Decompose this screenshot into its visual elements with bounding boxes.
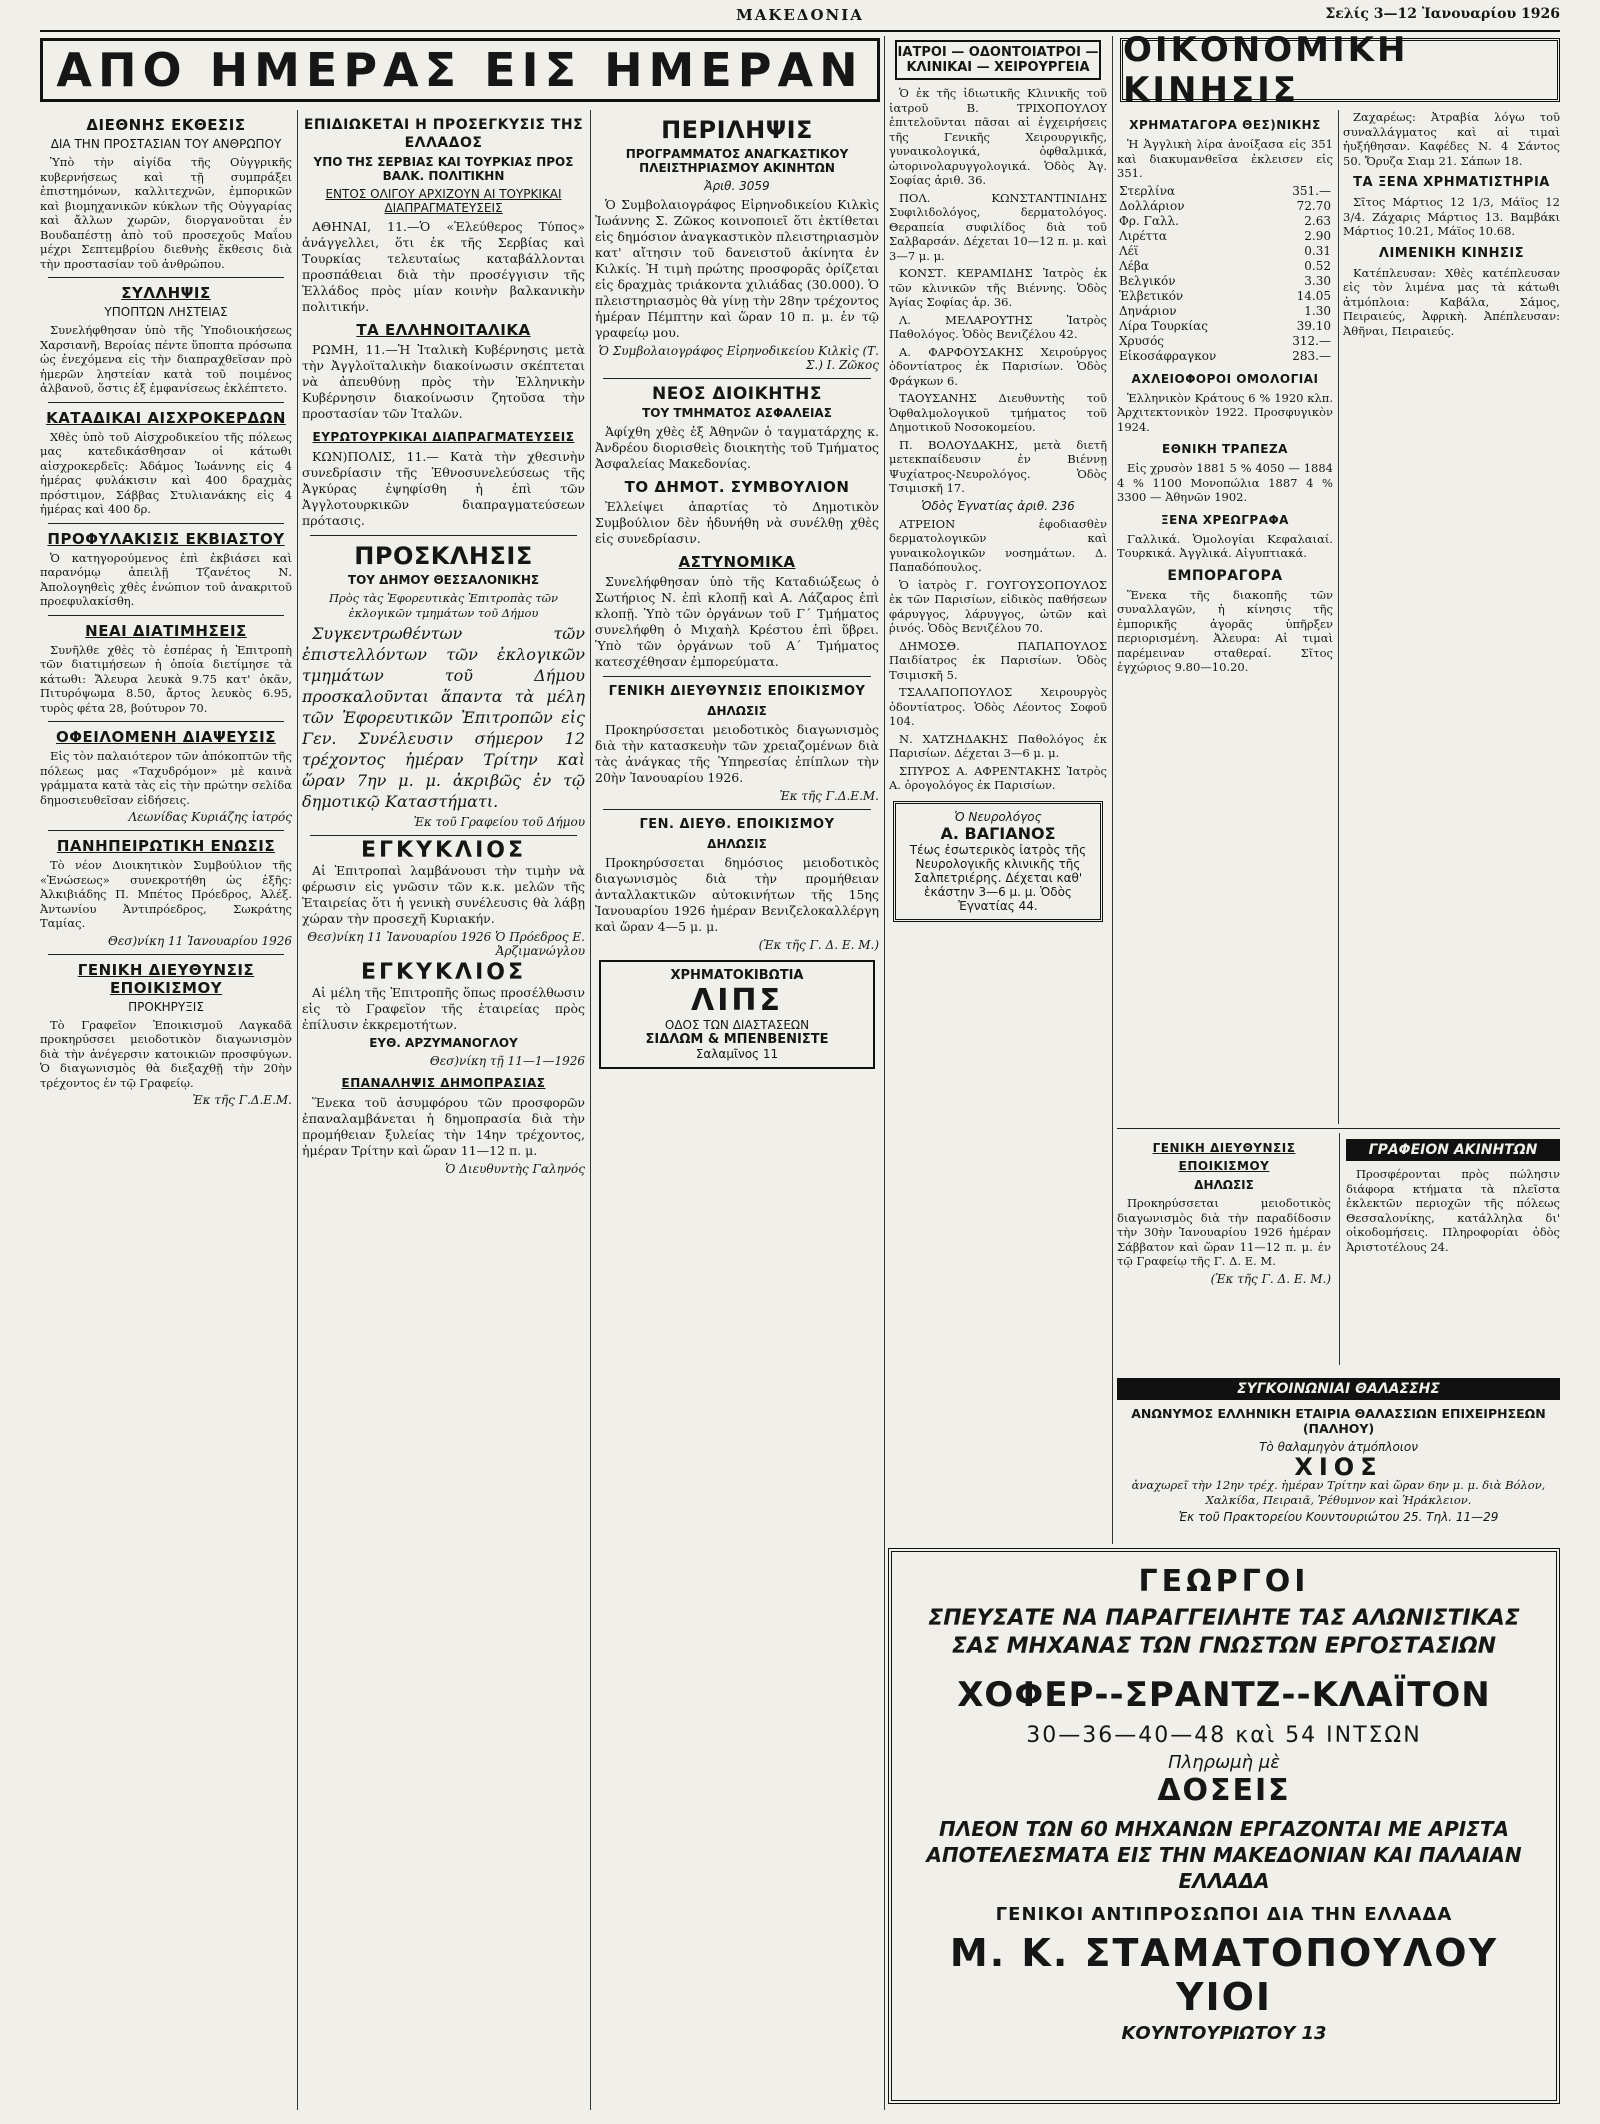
rate-value: 2.63 [1304,213,1331,228]
divider [603,378,871,379]
divider [310,835,577,836]
rate-value: 351.— [1292,183,1331,198]
rate-currency: Λίρα Τουρκίας [1119,318,1208,333]
signature: (Ἐκ τῆς Γ. Δ. Ε. Μ.) [758,938,879,952]
article-body: Συγκεντρωθέντων τῶν ἐπιστελλόντων τῶν ἐκλογικῶν τμημάτων τοῦ Δήμου προσκαλοῦνται ἅπαντα τὰ μέλη τῶν Ἐφορευτικῶν Ἐπιτροπῶν εἰς Γεν. Συνέλευσιν σήμερον 12 τρέχοντος ἡμέραν Τρίτην καὶ ὥραν 7ην μ. μ. ἀκριβῶς ἐν τῷ δημοτικῷ Καταστήματι. [302,624,585,811]
ad-claim: ΠΛΕΟΝ ΤΩΝ 60 ΜΗΧΑΝΩΝ ΕΡΓΑΖΟΝΤΑΙ ΜΕ ΑΡΙΣΤΑ ΑΠΟΤΕΛΕΣΜΑΤΑ ΕΙΣ ΤΗΝ ΜΑΚΕΔΟΝΙΑΝ ΚΑΙ ΠΑΛΑΙΑΝ ΕΛΛΑΔΑ [926,1817,1522,1893]
divider [310,535,577,536]
headline: ΓΕΝΙΚΗ ΔΙΕΥΘΥΝΣΙΣ ΕΠΟΙΚΙΣΜΟΥ [77,960,255,997]
rate-currency: Λιρέττα [1119,228,1168,243]
doctor-listing: Π. ΒΟΛΟΥΔΑΚΗΣ, μετὰ διετῆ μετεκπαίδευσιν ἐν Βιέννῃ Ψυχίατρος-Νευρολόγος. Ὁδὸς Τσιμισκῆ 17. [889,437,1107,495]
rate-row [1117,289,1333,304]
doctor-listing: Λ. ΜΕΛΑΡΟΥΤΗΣ Ἰατρὸς Παθολόγος. Ὁδὸς Βενιζέλου 42. [889,312,1107,341]
doctor-address: Ὁδὸς Ἐγνατίας ἀριθ. 236 [921,498,1075,513]
headline: ΕΓΚΥΚΛΙΟΣ [360,960,526,985]
economy-right [1343,110,1560,1124]
ad-payment: ΔΟΣΕΙΣ [1157,1773,1291,1808]
rate-currency: Δολλάριον [1119,198,1185,213]
article-body: Ἑλληνικὸν Κράτους 6 % 1920 κλπ. Ἀρχιτεκτονικὸν 1922. Προσφυγικὸν 1924. [1117,390,1333,434]
signature: Ὁ Διευθυντὴς Γαληνός [445,1162,585,1176]
rate-row [1117,349,1333,364]
article-body: ΡΩΜΗ, 11.—Ἡ Ἰταλικὴ Κυβέρνησις μετὰ τὴν Ἀγγλοϊταλικὴν διακοίνωσιν σκέπτεται νὰ ἀπευθύνῃ πρὸς τὴν Ἑλληνικὴν Κυβέρνησιν διακοίνωσιν ζητοῦσα τὴν προστασίαν τῶν Ἰταλῶν. [302,342,585,421]
article-body: Ὁ κατηγορούμενος ἐπὶ ἐκβιάσει καὶ παρανόμῳ ἀπειλῇ Τζανέτος Ν. Ἀπολογηθεὶς χθὲς ἐνώπιον τοῦ ἀνακριτοῦ προεφυλακίσθη. [40,550,292,608]
exchange-rates-table [1117,184,1333,364]
article-body: Αἱ Ἐπιτροπαὶ λαμβάνουσι τὴν τιμὴν νὰ φέρωσιν εἰς γνῶσιν τῶν κ.κ. μελῶν τῆς Ἑταιρείας ὅτι ἡ γενικὴ συνέλευσις θὰ λάβῃ χώραν τὴν προσεχῆ Κυριακήν. [302,863,585,926]
ad-address: Σαλαμῖνος 11 [695,1047,779,1061]
headline: ΔΙΕΘΝΗΣ ΕΚΘΕΣΙΣ [86,116,246,134]
column-divider [1338,110,1339,1124]
signature: Θεσ)νίκη τῇ 11—1—1926 [429,1054,585,1068]
rate-row [1117,199,1333,214]
ad-subheadline: ΣΠΕΥΣΑΤΕ ΝΑ ΠΑΡΑΓΓΕΙΛΗΤΕ ΤΑΣ ΑΛΩΝΙΣΤΙΚΑΣ ΣΑΣ ΜΗΧΑΝΑΣ ΤΩΝ ΓΝΩΣΤΩΝ ΕΡΓΟΣΤΑΣΙΩΝ [928,1606,1520,1659]
article-body: Ὁ Συμβολαιογράφος Εἰρηνοδικείου Κιλκὶς Ἰωάννης Σ. Ζῶκος κοινοποιεῖ ὅτι ἐκτίθεται εἰς δημόσιον ἀναγκαστικὸν πλειστηριασμὸν κατ' αἴτησιν τοῦ δανειστοῦ ἀκίνητα ἐν Κιλκίς. Ἡ τιμὴ πρώτης προσφορᾶς ὁρίζεται εἰς δραχμὰς τριάκοντα χιλιάδας (30.000). Ὁ πλειστηριασμὸς θὰ γίνῃ τὴν 28ην τρέχοντος ἡμέραν Πέμπτην καὶ ὥραν 10 π. μ. ἐν τῷ γραφείῳ μου. [595,197,879,340]
column-3 [595,110,879,2110]
ad-agents-label: ΓΕΝΙΚΟΙ ΑΝΤΙΠΡΟΣΩΠΟΙ ΔΙΑ ΤΗΝ ΕΛΛΑΔΑ [995,1904,1453,1925]
economy-title: ΟΙΚΟΝΟΜΙΚΗ ΚΙΝΗΣΙΣ [1120,38,1560,102]
rate-row [1117,259,1333,274]
doctor-listing: Α. ΦΑΡΦΟΥΣΑΚΗΣ Χειρούργος ὀδοντίατρος ἐκ Παρισίων. Ὁδὸς Φράγκων 6. [889,344,1107,388]
ad-line: ΟΔΟΣ ΤΩΝ ΔΙΑΣΤΑΣΕΩΝ [664,1018,810,1032]
column-4-doctors [889,36,1107,1540]
article-body: Συνελήφθησαν ὑπὸ τῆς Ὑποδιοικήσεως Χαρσιανῆ, Βεροίας πέντε ὕποπτα πρόσωπα ὡς ἐνεχόμενα εἰς τὴν διαπραχθεῖσαν πρὸ ἡμερῶν ληστείαν κατὰ τοῦ ποιμένος ἀλβανοῦ, ὅστις ἐξ ἐμφανίσεως ἐκλέπτετο. [40,323,292,395]
divider [603,676,871,677]
shipping-company: ΑΝΩΝΥΜΟΣ ΕΛΛΗΝΙΚΗ ΕΤΑΙΡΙΑ ΘΑΛΑΣΣΙΩΝ ΕΠΙΧΕΙΡΗΣΕΩΝ (ΠΑΛΗΟΥ) [1131,1406,1546,1436]
headline: ΕΠΙΔΙΩΚΕΤΑΙ Η ΠΡΟΣΕΓΚΥΣΙΣ ΤΗΣ ΕΛΛΑΔΟΣ [303,117,584,151]
signature: Λεωνίδας Κυριάζης ἰατρός [128,810,292,824]
article-body: Τὸ νέον Διοικητικὸν Συμβούλιον τῆς «Ἑνώσεως» συνεκροτήθη ὡς ἑξῆς: Ἀλκιβιάδης Π. Μπέτος Πρόεδρος, Ἀλέξ. Ἀντωνίου Ἀντιπρόεδρος, Σωκράτης Ταμίας. [40,858,292,930]
article-body: ΚΩΝ)ΠΟΛΙΣ, 11.— Κατὰ τὴν χθεσινὴν συνεδρίασιν τῆς Ἐθνοσυνελεύσεως τῆς Ἀγκύρας ἐψηφίσθη ἡ ἐπὶ τῶν Ἀγγλοτουρκικῶν διαπραγματεύσεων πρότασις. [302,449,585,528]
rate-currency: Λέβα [1119,258,1149,273]
doctor-listing: ΤΑΟΥΣΑΝΗΣ Διευθυντὴς τοῦ Ὀφθαλμολογικοῦ τμήματος τοῦ Δημοτικοῦ Νοσοκομείου. [889,391,1107,434]
rate-value: 312.— [1292,333,1331,348]
ad-agent-name: Μ. Κ. ΣΤΑΜΑΤΟΠΟΥΛΟΥ ΥΙΟΙ [949,1931,1499,2019]
ad-brands: ΧΟΦΕΡ--ΣΡΑΝΤΖ--ΚΛΑΪΤΟΝ [957,1675,1491,1715]
doctor-listing: ΤΣΑΛΑΠΟΠΟΥΛΟΣ Χειρουργὸς ὀδοντίατρος. Ὁδὸς Λέοντος Σοφοῦ 104. [889,685,1107,728]
column-divider [1112,36,1113,1544]
box-body: Τέως ἐσωτερικὸς ἰατρὸς τῆς Νευρολογικῆς κλινικῆς τῆς Σαλπετριέρης. Δέχεται καθ' ἑκάστην 3—6 μ. μ. Ὁδὸς Ἐγνατίας 44. [909,842,1087,913]
headline: ΟΦΕΙΛΟΜΕΝΗ ΔΙΑΨΕΥΣΙΣ [56,728,276,746]
article-body: Ἐλλείψει ἀπαρτίας τὸ Δημοτικὸν Συμβούλιον δὲν ἠδυνήθη νὰ συνέλθῃ χθὲς εἰς συνεδρίασιν. [595,499,879,546]
ad-payment-label: Πληρωμὴ μὲ [1168,1752,1280,1773]
doctor-listing: ΣΠΥΡΟΣ Α. ΑΦΡΕΝΤΑΚΗΣ Ἰατρὸς Α. ὁρογολόγος ἐκ Παρισίων. [889,763,1107,792]
rate-currency: Στερλίνα [1119,183,1176,198]
rate-row [1117,274,1333,289]
column-divider [884,36,885,2110]
divider [48,954,284,955]
intro: Πρὸς τὰς Ἐφορευτικὰς Ἐπιτροπὰς τῶν ἐκλογικῶν τμημάτων τοῦ Δήμου [328,591,559,620]
article-body: Ὑπὸ τὴν αἰγίδα τῆς Οὐγγρικῆς κυβερνήσεως καὶ τῇ συμπράξει ἐπιστημόνων, καλλιτεχνῶν, ἐμπορικῶν καὶ βιομηχανικῶν κύκλων τῆς Οὐγγαρίας καὶ ἄλλων χωρῶν, διοργανοῦται ἐν Βουδαπέστῃ ἀπὸ τοῦ προσεχοῦς Μαΐου μέχρι Σεπτεμβρίου διεθνὴς ἔκθεσις διὰ τὴν προστασίαν τοῦ ἀνθρώπου. [40,155,292,271]
doctor-listing: ΑΤΡΕΙΟΝ ἐφοδιασθὲν δερματολογικῶν καὶ γυναικολογικῶν νοσημάτων. Δ. Παπαδόπουλος. [889,516,1107,574]
headline: ΕΜΠΟΡΑΓΟΡΑ [1167,567,1283,584]
rate-value: 3.30 [1304,273,1331,288]
headline: ΚΑΤΑΔΙΚΑΙ ΑΙΣΧΡΟΚΕΡΔΩΝ [46,408,286,427]
headline: ΝΕΑΙ ΔΙΑΤΙΜΗΣΕΙΣ [85,621,247,640]
article-body: Εἰς τὸν παλαιότερον τῶν ἀπόκοπτῶν τῆς πόλεως μας «Ταχυδρόμον» μὲ καινὰ γράμματα κατὰ τὰς εἰς τὴν πρώτην σελίδα δημοσιευθεῖσαν εἰδήσεις. [40,749,292,807]
rate-currency: Βελγικόν [1119,273,1176,288]
signature: Θεσ)νίκη 11 Ἰανουαρίου 1926 [107,933,292,948]
article-body: Προκηρύσσεται μειοδοτικὸς διαγωνισμὸς διὰ τὴν κατασκευὴν τῶν χρειαζομένων διὰ τὰς ἀνάγκας τῆς Ὑπηρεσίας ἐπίπλων τὴν 20ὴν Ἰανουαρίου 1926. [595,722,879,785]
rate-currency: Χρυσός [1119,333,1165,348]
rate-value: 2.90 [1304,228,1331,243]
signature: Ὁ Συμβολαιογράφος Εἰρηνοδικείου Κιλκὶς (Τ. Σ.) Ι. Ζῶκος [598,344,879,372]
real-estate-notice [1339,1133,1560,1365]
subheadline: ΔΙΑ ΤΗΝ ΠΡΟΣΤΑΣΙΑΝ ΤΟΥ ΑΝΘΡΩΠΟΥ [50,137,282,151]
doctor-listing: ΠΟΛ. ΚΩΝΣΤΑΝΤΙΝΙΔΗΣ Συφιλιδολόγος, δερματολόγος. Θεραπεία συφιλίδος διὰ τοῦ Σαλβαρσάν. Δέχεται 10—12 π. μ. καὶ 3—7 μ. μ. [889,190,1107,263]
subheadline: ΠΡΟΚΗΡΥΞΙΣ [128,999,204,1014]
article-body: Γαλλικά. Ὁμολογίαι Κεφαλαιαί. Τουρκικά. Ἀγγλικά. Αἰγυπτιακά. [1117,531,1333,560]
subheadline: ΔΗΛΩΣΙΣ [707,837,767,851]
headline: ΑΧΛΕΙΟΦΟΡΟΙ ΟΜΟΛΟΓΙΑΙ [1131,371,1319,386]
headline: ΤΟ ΔΗΜΟΤ. ΣΥΜΒΟΥΛΙΟΝ [624,478,850,496]
column-1 [40,110,292,2110]
settlement-notice [1117,1133,1331,1365]
article-body: ΑΘΗΝΑΙ, 11.—Ὁ «Ἐλεύθερος Τύπος» ἀνάγγελλει, ὅτι ἐκ τῆς Σερβίας καὶ Τουρκίας τελευταίως καταβάλλονται προσπάθειαι διὰ τὴν προσέγγισιν τῆς Ἑλλάδος πρὸς μίαν κοινὴν βαλκανικὴν πολιτικήν. [302,219,585,314]
ship-route: ἀναχωρεῖ τὴν 12ην τρέχ. ἡμέραν Τρίτην καὶ ὥραν 6ην μ. μ. διὰ Βόλον, Χαλκίδα, Πειραιᾶ, Ῥέθυμνον καὶ Ἡράκλειον. [1131,1478,1546,1507]
divider [603,809,871,810]
headline: ΓΕΝ. ΔΙΕΥΘ. ΕΠΟΙΚΙΣΜΟΥ [639,817,835,832]
headline: ΕΥΡΩΤΟΥΡΚΙΚΑΙ ΔΙΑΠΡΑΓΜΑΤΕΥΣΕΙΣ [312,430,575,444]
ship-intro: Τὸ θαλαμηγὸν ἀτμόπλοιον [1259,1440,1418,1454]
doctor-listing: Ὁ ἰατρὸς Γ. ΓΟΥΓΟΥΣΟΠΟΥΛΟΣ ἐκ τῶν Παρισίων, εἰδικὸς παθήσεων φάρυγγος, λάρυγγος, ὠτῶν καὶ ῥινός. Ὁδὸς Βενιζέλου 70. [889,577,1107,635]
rate-row [1117,214,1333,229]
article-body: Κατέπλευσαν: Χθὲς κατέπλευσαν εἰς τὸν λιμένα μας τὰ κάτωθι ἀτμόπλοια: Καβάλα, Σάμος, Πειραιεύς, Ἀφρικὴ. Ἀπέπλευσαν: Ἀθῆναι, Πειραιεύς. [1343,265,1560,338]
shipping-office: Ἐκ τοῦ Πρακτορείου Κουντουριώτου 25. Τηλ. 11—29 [1178,1510,1499,1524]
headline: ΤΑ ΕΛΛΗΝΟΙΤΑΛΙΚΑ [356,321,531,339]
masthead [40,6,1560,30]
subheadline: ΥΠΟΠΤΩΝ ΛΗΣΤΕΙΑΣ [104,305,228,319]
article-body: Χθὲς ὑπὸ τοῦ Αἰσχροδικείου τῆς πόλεως μας κατεδικάσθησαν οἱ κάτωθι αἰσχροκερδεῖς: Ἀδάμος Ἰωάννης εἰς 4 ἡμέρας φυλάκισιν καὶ 400 δραχμὰς πρόστιμον, Σάββας Στυλιανάκης εἰς 4 ἡμέρας καὶ 400 δρ. [40,429,292,516]
doctor-listing: ΔΗΜΟΣΘ. ΠΑΠΑΠΟΥΛΟΣ Παιδίατρος ἐκ Παρισίων. Ὁδὸς Τσιμισκῆ 5. [889,638,1107,682]
headline: ΠΑΝΗΠΕΙΡΩΤΙΚΗ ΕΝΩΣΙΣ [56,837,276,855]
doctor-listing: ΚΟΝΣΤ. ΚΕΡΑΜΙΔΗΣ Ἰατρὸς ἐκ τῶν κλινικῶν τῆς Βιέννης. Ὁδὸς Ἀγίας Σοφίας ἀρ. 36. [889,266,1107,309]
article-body: Ἀφίχθη χθὲς ἐξ Ἀθηνῶν ὁ ταγματάρχης κ. Ἀνδρέου διορισθεὶς διοικητὴς τοῦ Τμήματος Ἀσφαλείας Μακεδονίας. [595,424,879,471]
rate-value: 0.31 [1304,243,1331,258]
headline: ΝΕΟΣ ΔΙΟΙΚΗΤΗΣ [652,384,822,404]
ad-sizes: 30—36—40—48 καὶ 54 ΙΝΤΣΩΝ [1026,1723,1422,1748]
article-body: Ἡ Ἀγγλικὴ λίρα ἀνοίξασα εἰς 351 καὶ διακυμανθεῖσα ἐκλεισεν εἰς 351. [1117,137,1333,180]
ad-brand: ΛΙΠΣ [691,983,783,1018]
divider [48,523,284,524]
subheadline: ΔΗΛΩΣΙΣ [1194,1178,1254,1192]
subheadline: ΤΟΥ ΤΜΗΜΑΤΟΣ ΑΣΦΑΛΕΙΑΣ [642,406,832,420]
headline: ΕΘΝΙΚΗ ΤΡΑΠΕΖΑ [1162,442,1288,456]
shipping-section [1117,1372,1560,1542]
rate-currency: Δηνάριον [1119,303,1177,318]
article-body: Ζαχαρέως: Ἀτραβία λόγω τοῦ συναλλάγματος καὶ αἱ τιμαὶ ἠυξήθησαν. Καφέδες Ν. 4 Σάντος 50. Ὄρυζα Σιαμ 21. Σάπων 18. [1343,110,1560,168]
article-body: Αἱ μέλη τῆς Ἐπιτροπῆς ὅπως προσέλθωσιν εἰς τὸ Γραφεῖον τῆς ἑταιρείας πρὸς ἐπίλυσιν ἐκκρεμοτήτων. [302,985,585,1032]
headline: ΠΡΟΦΥΛΑΚΙΣΙΣ ΕΚΒΙΑΣΤΟΥ [47,529,285,548]
rate-row [1117,229,1333,244]
ad-address: ΚΟΥΝΤΟΥΡΙΩΤΟΥ 13 [1121,2023,1327,2044]
neurologist-box [893,801,1103,922]
headline: ΑΣΤΥΝΟΜΙΚΑ [678,553,796,571]
lower-economy-block [1117,1128,1560,1367]
rate-currency: Λέϊ [1119,243,1139,258]
threshing-machines-advertisement [888,1548,1560,2104]
rate-value: 283.— [1292,348,1331,363]
subheadline: ΔΗΛΩΣΙΣ [707,704,767,718]
doctor-listing: Ν. ΧΑΤΖΗΔΑΚΗΣ Παθολόγος ἐκ Παρισίων. Δέχεται 3—6 μ. μ. [889,731,1107,760]
article-body: Συνῆλθε χθὲς τὸ ἑσπέρας ἡ Ἐπιτροπὴ τῶν διατιμήσεων ἡ ὁποία διετίμησε τὰ κάτωθι: Ἄλευρα λευκὰ 9.75 κατ' ὀκᾶν, Πιτυρόψωμα 8.50, ἄρτος λευκὸς 6.95, τυρὸς φέτα 28, βούτυρον 70. [40,642,292,715]
article-body: Ἕνεκα τῆς διακοπῆς τῶν συναλλαγῶν, ἡ κίνησις τῆς ἐμπορικῆς ἀγορᾶς ὑπῆρξεν περιορισμένη. Ἀλευρα: Αἱ τιμαὶ παρέμειναν σταθεραί. Σῖτος ἐγχώριος 9.80—10.20. [1117,587,1333,674]
article-body: Προκηρύσσεται δημόσιος μειοδοτικὸς διαγωνισμὸς διὰ τὴν προμήθειαν ἀνταλλακτικῶν αὐτοκινήτων τῆς 15ης Ἰανουαρίου 1926 ἡμέραν Βενιζελοκαλλέργη καὶ ὥραν 4—5 μ. μ. [595,855,879,934]
headline: ΕΓΚΥΚΛΙΟΣ [360,838,526,863]
ad-title: ΧΡΗΜΑΤΟΚΙΒΩΤΙΑ [670,968,804,983]
article-body: Συνελήφθησαν ὑπὸ τῆς Καταδιώξεως ὁ Σωτήριος Ν. ἐπὶ κλοπῇ καὶ Α. Λάζαρος ἐπὶ κλοπῇ. Ὑπὸ τῶν ὀργάνων τοῦ Γ΄ Τμήματος συνελήφθη ὁ Μιχαὴλ Κρέστου ἐπὶ ὕβρει. Ὑπὸ τῶν ὀργάνων τοῦ Α΄ Τμήματος κατεσχέθησαν ἐμπορεύματα. [595,574,879,669]
headline: ΠΡΟΣΚΛΗΣΙΣ [354,542,533,570]
doctors-header: ΙΑΤΡΟΙ — ΟΔΟΝΤΟΙΑΤΡΟΙ — ΚΛΙΝΙΚΑΙ — ΧΕΙΡΟΥΡΓΕΙΑ [895,40,1101,80]
rate-row [1117,334,1333,349]
rate-value: 72.70 [1296,198,1331,213]
signature: Ἐκ τῆς Γ.Δ.Ε.Μ. [779,789,879,803]
divider [48,277,284,278]
rate-row [1117,304,1333,319]
signature: Ἐκ τῆς Γ.Δ.Ε.Μ. [192,1093,292,1107]
headline: ΣΥΛΛΗΨΙΣ [121,284,211,302]
headline: ΧΡΗΜΑΤΑΓΟΡΑ ΘΕΣ)ΝΙΚΗΣ [1129,118,1321,132]
rate-value: 0.52 [1304,258,1331,273]
headline: ΕΠΑΝΑΛΗΨΙΣ ΔΗΜΟΠΡΑΣΙΑΣ [341,1076,546,1090]
real-estate-title: ΓΡΑΦΕΙΟΝ ΑΚΙΝΗΤΩΝ [1346,1139,1560,1161]
headline: ΛΙΜΕΝΙΚΗ ΚΙΝΗΣΙΣ [1378,245,1525,261]
ship-name: ΧΙΟΣ [1294,1453,1383,1481]
notice-number: Ἀριθ. 3059 [704,179,770,193]
signature: (Ἐκ τῆς Γ. Δ. Ε. Μ.) [1210,1271,1331,1286]
subheadline: ΤΟΥ ΔΗΜΟΥ ΘΕΣΣΑΛΟΝΙΚΗΣ [347,573,540,587]
economy-left [1117,110,1333,1124]
rate-row [1117,319,1333,334]
divider [48,615,284,616]
ad-agent: ΣΙΔΛΩΜ & ΜΠΕΝΒΕΝΙΣΤΕ [645,1032,829,1047]
box-label: Ὁ Νευρολόγος [954,809,1042,824]
rate-row [1117,184,1333,199]
newspaper-title: ΜΑΚΕΔΟΝΙΑ [736,6,864,24]
signatory-name: ΕΥΘ. ΑΡΖΥΜΑΝΟΓΛΟΥ [369,1036,518,1050]
article-body: Προσφέρονται πρὸς πώλησιν διάφορα κτήματα τὰ πλεῖστα ἐκλεκτῶν περιοχῶν τῆς πόλεως Θεσσαλονίκης, κατάλληλα δι' οἰκοδομήσεις. Πληροφορίαι ὁδὸς Ἀριστοτέλους 24. [1346,1167,1560,1254]
headline: ΓΕΝΙΚΗ ΔΙΕΥΘΥΝΣΙΣ ΕΠΟΙΚΙΣΜΟΥ [608,684,866,699]
box-name: Α. ΒΑΓΙΑΝΟΣ [940,823,1056,843]
ad-headline: ΓΕΩΡΓΟΙ [1138,1564,1310,1599]
rate-currency: Φρ. Γαλλ. [1119,213,1179,228]
headline: ΞΕΝΑ ΧΡΕΩΓΡΑΦΑ [1161,512,1289,527]
headline: ΓΕΝΙΚΗ ΔΙΕΥΘΥΝΣΙΣ ΕΠΟΙΚΙΣΜΟΥ [1152,1141,1296,1173]
article-body: Τὸ Γραφεῖον Ἐποικισμοῦ Λαγκαδᾶ προκηρύσσει μειοδοτικὸν διαγωνισμὸν διὰ τὴν ἀνέγερσιν κατοικιῶν προσφύγων. Ὁ διαγωνισμὸς θὰ διεξαχθῇ τὴν 20ὴν τρέχοντος ἐν τῷ Γραφείῳ. [40,1017,292,1090]
rate-currency: Ἑλβετικόν [1119,288,1184,303]
headline: ΠΕΡΙΛΗΨΙΣ [661,116,813,144]
divider [48,830,284,831]
rate-value: 1.30 [1304,303,1331,318]
subheadline: ΕΝΤΟΣ ΟΛΙΓΟΥ ΑΡΧΙΖΟΥΝ ΑΙ ΤΟΥΡΚΙΚΑΙ ΔΙΑΠΡΑΓΜΑΤΕΥΣΕΙΣ [325,187,562,215]
article-body: Εἰς χρυσὸν 1881 5 % 4050 — 1884 4 % 1100 Μονοπώλια 1887 4 % 3300 — Ἀθηνῶν 1902. [1117,461,1333,504]
headline: ΤΑ ΞΕΝΑ ΧΡΗΜΑΤΙΣΤΗΡΙΑ [1353,175,1550,190]
rate-value: 39.10 [1296,318,1331,333]
doctor-listing: Ὁ ἐκ τῆς ἰδιωτικῆς Κλινικῆς τοῦ ἰατροῦ Β. ΤΡΙΧΟΠΟΥΛΟΥ ἐπιτελοῦνται πᾶσαι αἱ ἐγχειρήσεις τῆς Γενικῆς Χειρουργικῆς, γυναικολογικά, ὀφθαλμικά, ὠτορινολαρυγγολογικά. Ὁδὸς Ἀγ. Σοφίας ἀριθ. 36. [889,86,1107,187]
article-body: Σῖτος Μάρτιος 12 1/3, Μάϊος 12 3/4. Ζάχαρις Μάρτιος 13. Βαμβάκι Μάρτιος 10.21, Μάϊος 10.68. [1343,195,1560,238]
rate-value: 14.05 [1296,288,1331,303]
rate-row [1117,244,1333,259]
signature: Θεσ)νίκη 11 Ἰανουαρίου 1926 Ὁ Πρόεδρος Ε. Ἀρζιμανώγλου [307,930,585,958]
divider [48,402,284,403]
subheadline: ΥΠΟ ΤΗΣ ΣΕΡΒΙΑΣ ΚΑΙ ΤΟΥΡΚΙΑΣ ΠΡΟΣ ΒΑΛΚ. ΠΟΛΙΤΙΚΗΝ [313,155,574,183]
subheadline: ΠΡΟΓΡΑΜΜΑΤΟΣ ΑΝΑΓΚΑΣΤΙΚΟΥ ΠΛΕΙΣΤΗΡΙΑΣΜΟΥ ΑΚΙΝΗΤΩΝ [625,147,849,175]
safes-advertisement [599,960,875,1069]
issue-date: Σελίς 3—12 Ἰανουαρίου 1926 [1325,6,1560,22]
divider [48,721,284,722]
section-banner: ΑΠΟ ΗΜΕΡΑΣ ΕΙΣ ΗΜΕΡΑΝ [40,38,880,102]
article-body: Ἕνεκα τοῦ ἀσυμφόρου τῶν προσφορῶν ἐπαναλαμβάνεται ἡ δημοπρασία διὰ τὴν προμήθειαν ξυλείας τὴν 14ην τρέχοντος, ἡμέραν Τρίτην καὶ ὥραν 11—12 π. μ. [302,1095,585,1158]
column-divider [297,110,298,2110]
shipping-bar: ΣΥΓΚΟΙΝΩΝΙΑΙ ΘΑΛΑΣΣΗΣ [1117,1378,1560,1400]
article-body: Προκηρύσσεται μειοδοτικὸς διαγωνισμὸς διὰ τὴν παραδίδοσιν τὴν 30ὴν Ἰανουαρίου 1926 ἡμέραν Σάββατον καὶ ὥραν 11—12 π. μ. ἐν τῷ Γραφείῳ τῆς Γ. Δ. Ε. Μ. [1117,1196,1331,1268]
signature: Ἐκ τοῦ Γραφείου τοῦ Δήμου [413,815,585,829]
column-divider [590,110,591,2110]
column-2 [302,110,585,2110]
rate-currency: Εἰκοσάφραγκον [1119,348,1217,363]
